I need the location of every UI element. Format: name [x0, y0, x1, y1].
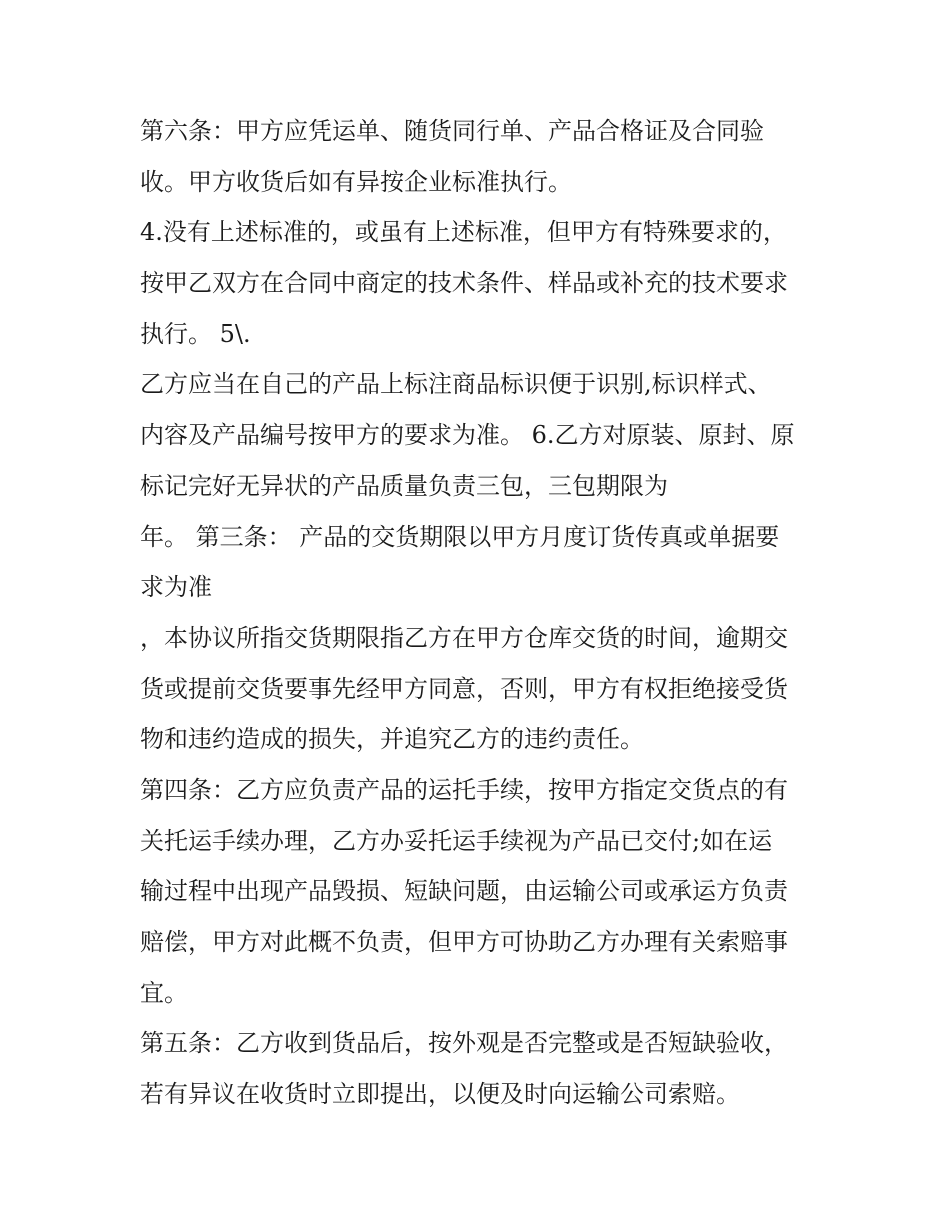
text-line: 第五条：乙方收到货品后，按外观是否完整或是否短缺验收，	[140, 1029, 788, 1058]
text-line: 第六条：甲方应凭运单、随货同行单、产品合格证及合同验	[140, 117, 764, 145]
contract-text	[140, 106, 830, 1120]
text-line: ，本协议所指交货期限指乙方在甲方仓库交货的时间，逾期交	[140, 623, 788, 652]
text-line: 内容及产品编号按甲方的要求为准。 6.乙方对原装、原封、原	[140, 421, 795, 450]
text-line: 宜。	[140, 978, 188, 1007]
text-line: 关托运手续办理，乙方办妥托运手续视为产品已交付;如在运	[140, 826, 773, 855]
text-line: 年。 第三条： 产品的交货期限以甲方月度订货传真或单据要	[140, 522, 780, 551]
text-line: 第四条：乙方应负责产品的运托手续，按甲方指定交货点的有	[140, 775, 788, 804]
text-line: 若有异议在收货时立即提出，以便及时向运输公司索赔。	[140, 1080, 740, 1109]
text-line: 物和违约造成的损失，并追究乙方的违约责任。	[140, 725, 644, 754]
text-line: 赔偿，甲方对此概不负责，但甲方可协助乙方办理有关索赔事	[140, 928, 788, 956]
text-line: 求为准	[140, 573, 212, 602]
text-line: 收。甲方收货后如有异按企业标准执行。	[140, 167, 572, 196]
text-line: 执行。 5\.	[140, 319, 251, 348]
text-line: 标记完好无异状的产品质量负责三包，三包期限为	[140, 471, 668, 500]
text-line: 4.没有上述标准的，或虽有上述标准，但甲方有特殊要求的，	[140, 218, 787, 247]
text-line: 货或提前交货要事先经甲方同意，否则，甲方有权拒绝接受货	[140, 674, 788, 703]
text-line: 输过程中出现产品毁损、短缺问题，由运输公司或承运方负责	[140, 877, 788, 906]
text-line: 按甲乙双方在合同中商定的技术条件、样品或补充的技术要求	[140, 269, 788, 298]
text-line: 乙方应当在自己的产品上标注商品标识便于识别,标识样式、	[140, 370, 772, 399]
